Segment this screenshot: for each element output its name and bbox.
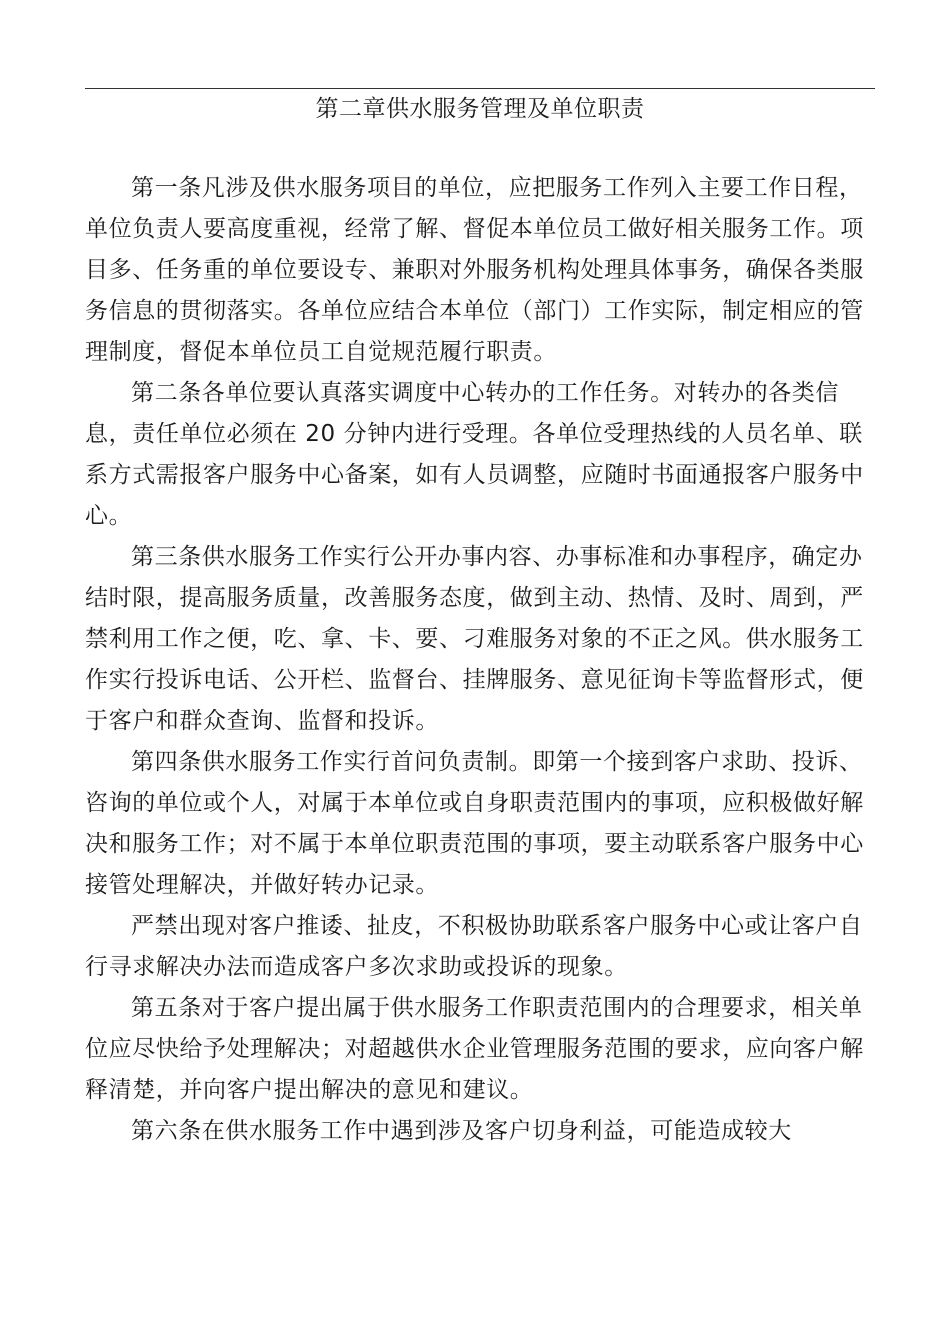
article-5: 第五条对于客户提出属于供水服务工作职责范围内的合理要求，相关单位应尽快给予处理解决；对超越供水企业管理服务范围的要求，应向客户解释清楚，并向客户提出解决的意见和建议。 — [85, 995, 864, 1103]
article-1: 第一条凡涉及供水服务项目的单位，应把服务工作列入主要工作日程，单位负责人要高度重视，经常了解、督促本单位员工做好相关服务工作。项目多、任务重的单位要设专、兼职对外服务机构处理具体事务，确保各类服务信息的贯彻落实。各单位应结合本单位（部门）工作实际，制定相应的管理制度，督促本单位员工自觉规范履行职责。 — [85, 175, 864, 365]
article-4: 第四条供水服务工作实行首问负责制。即第一个接到客户求助、投诉、咨询的单位或个人，对属于本单位或自身职责范围内的事项，应积极做好解决和服务工作；对不属于本单位职责范围的事项，要主动联系客户服务中心接管处理解决，并做好转办记录。 — [85, 749, 864, 898]
article-4-note: 严禁出现对客户推诿、扯皮，不积极协助联系客户服务中心或让客户自行寻求解决办法而造成客户多次求助或投诉的现象。 — [85, 913, 863, 980]
chapter-title: 第二章供水服务管理及单位职责 — [315, 96, 645, 122]
document-body — [85, 168, 870, 1152]
article-6: 第六条在供水服务工作中遇到涉及客户切身利益，可能造成较大 — [131, 1118, 792, 1144]
article-3: 第三条供水服务工作实行公开办事内容、办事标准和办事程序，确定办结时限，提高服务质量，改善服务态度，做到主动、热情、及时、周到，严禁利用工作之便，吃、拿、卡、要、刁难服务对象的不正之风。供水服务工作实行投诉电话、公开栏、监督台、挂牌服务、意见征询卡等监督形式，便于客户和群众查询、监督和投诉。 — [85, 544, 864, 734]
article-2: 第二条各单位要认真落实调度中心转办的工作任务。对转办的各类信息，责任单位必须在 20 分钟内进行受理。各单位受理热线的人员名单、联系方式需报客户服务中心备案，如有人员调整，应随时书面通报客户服务中心。 — [85, 380, 864, 529]
header-rule — [85, 88, 875, 89]
